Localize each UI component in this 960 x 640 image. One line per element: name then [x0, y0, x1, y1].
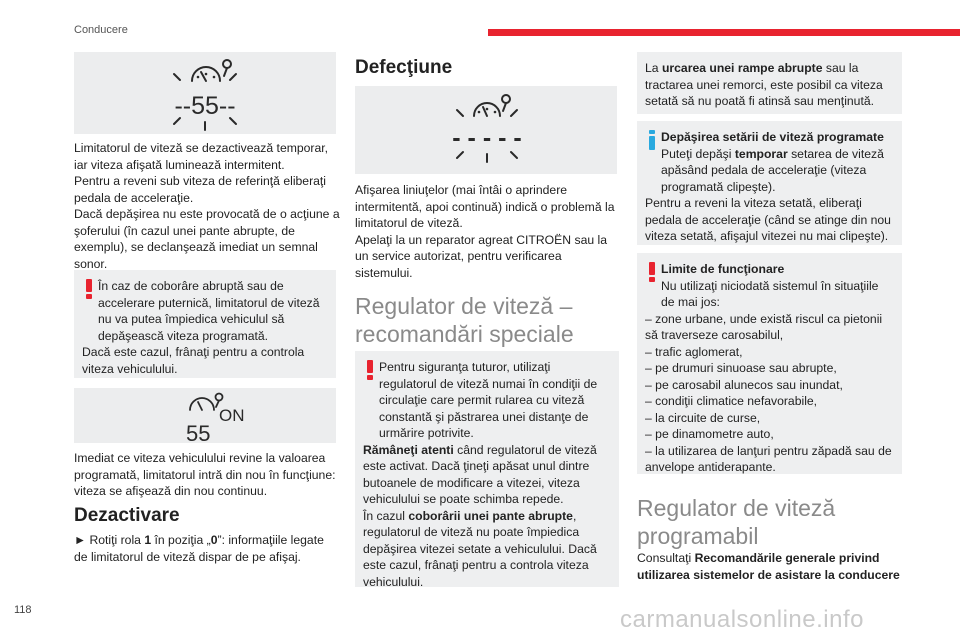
warning-text: Dacă este cazul, frânaţi pentru a controla viteza vehiculului. — [82, 345, 305, 376]
deactivation-step: ► Rotiţi rola 1 în poziţia „0”: informaţiile legate de limitatorul de viteză dispar de pe afişaj. — [74, 533, 324, 564]
warning-box — [637, 253, 902, 474]
warning-exclamation-icon — [649, 262, 655, 282]
list-item: – pe drumuri sinuoase sau abrupte, — [645, 361, 837, 375]
list-item: – zone urbane, unde există riscul ca pietonii să traverseze carosabilul, — [645, 311, 883, 342]
limits-list — [645, 311, 894, 476]
section-heading-programabil: Regulator de viteză programabil — [637, 495, 836, 549]
svg-text:55: 55 — [186, 421, 211, 443]
info-icon — [649, 130, 655, 150]
info-text: Pentru a reveni la viteza setată, eliberaţi pedala de acceleraţie (când se atinge din nou viteza setată, afişajul vitezei nu mai clipeşte). — [645, 196, 891, 243]
speed-flashing-illustration — [74, 52, 336, 134]
warning-text: În caz de coborâre abruptă sau de accelerare puternică, limitatorul de viteză nu va putea împiedica vehiculul să depăşească viteza programată. — [98, 279, 320, 343]
col1-resume-text — [74, 450, 340, 500]
paragraph: Afişarea liniuţelor (mai întâi o aprindere intermitentă, apoi continuă) indică o problemă la limitatorul de viteză. — [355, 183, 615, 230]
page-number: 118 — [14, 604, 32, 616]
list-item: – la circuite de curse, — [645, 410, 761, 425]
step-arrow-icon: ► — [74, 533, 87, 547]
info-text: Puteţi depăşi temporar setarea de viteză apăsând pedala de acceleraţie (viteza programată clipeşte). — [661, 146, 884, 194]
section-heading-recomandari: Regulator de viteză – recomandări speciale — [355, 293, 574, 347]
col2-body-text — [355, 182, 621, 281]
paragraph: Pentru a reveni sub viteza de referinţă eliberaţi pedala de acceleraţie. — [74, 174, 327, 205]
header-accent-bar — [488, 29, 960, 36]
running-header: Conducere — [74, 24, 128, 36]
note-text: La urcarea unei rampe abrupte sau la tractarea unei remorci, este posibil ca viteza setată să nu poată fi atinsă sau menţinută. — [645, 61, 883, 108]
warning-text: Pentru siguranţa tuturor, utilizaţi regulatorul de viteză numai în condiţii de circulaţie care permit rularea cu viteză constantă şi păstrarea unei distanţe de urmărire potrivite. — [379, 360, 598, 440]
list-item: – pe dinamometre auto, — [645, 427, 774, 441]
col1-body-text — [74, 140, 340, 272]
svg-text:- - - - -: - - - - - — [452, 124, 522, 152]
warning-box — [74, 270, 336, 378]
fault-illustration — [355, 86, 617, 174]
warning-box — [355, 351, 619, 587]
speed-on-illustration — [74, 388, 336, 443]
watermark: carmanualsonline.info — [620, 606, 864, 633]
info-title: Depăşirea setării de viteză programate — [661, 130, 884, 144]
list-item: – condiţii climatice nefavorabile, — [645, 394, 818, 408]
info-box — [637, 121, 902, 245]
svg-text:--55--: --55-- — [174, 92, 236, 120]
warning-exclamation-icon — [86, 279, 92, 299]
paragraph: Dacă depăşirea nu este provocată de o acţiune a şoferului (în cazul unei pante abrupte, de exemplu), se declanşează imediat un semnal sonor. — [74, 207, 340, 271]
speedometer-on-icon — [74, 388, 336, 443]
warning-exclamation-icon — [367, 360, 373, 380]
list-item: – trafic aglomerat, — [645, 344, 743, 359]
speedometer-flashing-icon — [74, 52, 336, 134]
section-heading-defectiune: Defecţiune — [355, 57, 453, 78]
list-item: – la utilizarea de lanţuri pentru zăpadă sau de anvelope antiderapante. — [645, 443, 892, 474]
col3-reference-text: Consultaţi Recomandările generale privind utilizarea sistemelor de asistare la conducere — [637, 551, 900, 582]
warning-text: Rămâneţi atenti când regulatorul de viteză este activat. Dacă ţineţi apăsat unul dintre butoanele de modificare a vitezei, viteza vehiculului se poate schimba repede. — [363, 442, 597, 506]
limits-title: Limite de funcţionare — [661, 262, 785, 276]
limits-intro: Nu utilizaţi niciodată sistemul în situaţiile de mai jos: — [661, 278, 879, 309]
svg-text:ON: ON — [219, 406, 245, 425]
speedometer-dashes-icon — [355, 86, 617, 174]
paragraph: Limitatorul de viteză se dezactivează temporar, iar viteza afişată luminează intermitent. — [74, 141, 329, 172]
section-heading-dezactivare: Dezactivare — [74, 505, 180, 526]
warning-text: În cazul coborârii unei pante abrupte, regulatorul de viteză nu poate împiedica depăşirea vitezei setate a vehiculului. Dacă este cazul, frânaţi pentru a controla viteza vehiculului. — [363, 508, 597, 589]
paragraph: Imediat ce viteza vehiculului revine la valoarea programată, limitatorul intră din nou în funcţiune: viteza se afişează din nou continuu. — [74, 451, 336, 498]
paragraph: Apelaţi la un reparator agreat CITROËN sau la un service autorizat, pentru verificarea sistemului. — [355, 232, 607, 280]
note-box — [637, 52, 902, 114]
list-item: – pe carosabil alunecos sau inundat, — [645, 377, 843, 392]
